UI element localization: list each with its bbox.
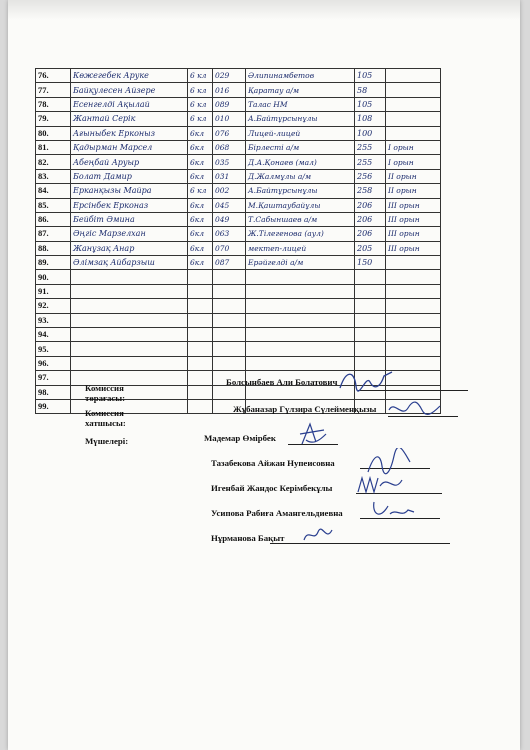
row-name-cell: Әлімзақ Айбарзыш bbox=[71, 256, 188, 270]
row-place-cell: III орын bbox=[386, 227, 441, 241]
scan-top-edge bbox=[8, 0, 520, 20]
row-school-cell: Т.Сабыншаев а/м bbox=[246, 212, 355, 226]
row-name-cell: Байқулесен Айзере bbox=[71, 83, 188, 97]
row-grade-cell bbox=[188, 299, 213, 313]
row-code-cell: 045 bbox=[213, 198, 246, 212]
row-score-cell bbox=[355, 342, 386, 356]
row-name-cell bbox=[71, 356, 188, 370]
row-score-cell: 255 bbox=[355, 155, 386, 169]
table-row bbox=[36, 313, 441, 327]
row-num-cell: 94. bbox=[36, 328, 71, 342]
row-place-cell bbox=[386, 284, 441, 298]
row-code-cell bbox=[213, 385, 246, 399]
table-row bbox=[36, 69, 441, 83]
member-signature-4 bbox=[368, 496, 416, 522]
row-place-cell bbox=[386, 270, 441, 284]
member-signature-1 bbox=[296, 420, 330, 448]
row-num-cell: 98. bbox=[36, 385, 71, 399]
row-num-cell: 91. bbox=[36, 284, 71, 298]
row-grade-cell: 6кл bbox=[188, 212, 213, 226]
row-name-cell: Қадырман Марсел bbox=[71, 140, 188, 154]
row-grade-cell: 6 кл bbox=[188, 184, 213, 198]
row-score-cell bbox=[355, 313, 386, 327]
chair-role-label: Комиссия төрағасы: bbox=[85, 383, 126, 403]
row-grade-cell: 6 кл bbox=[188, 69, 213, 83]
row-name-cell bbox=[71, 299, 188, 313]
row-grade-cell bbox=[188, 385, 213, 399]
row-place-cell: III орын bbox=[386, 241, 441, 255]
document-page bbox=[8, 0, 520, 750]
row-name-cell: Ағыныбек Ерконыз bbox=[71, 126, 188, 140]
table-row bbox=[36, 155, 441, 169]
row-num-cell: 93. bbox=[36, 313, 71, 327]
row-code-cell bbox=[213, 342, 246, 356]
row-code-cell bbox=[213, 284, 246, 298]
row-school-cell: Талас НМ bbox=[246, 97, 355, 111]
row-num-cell: 89. bbox=[36, 256, 71, 270]
row-name-cell: Ерканқызы Майра bbox=[71, 184, 188, 198]
row-place-cell: III орын bbox=[386, 198, 441, 212]
row-num-cell: 83. bbox=[36, 169, 71, 183]
row-place-cell bbox=[386, 256, 441, 270]
table-row bbox=[36, 256, 441, 270]
row-school-cell bbox=[246, 299, 355, 313]
row-place-cell bbox=[386, 299, 441, 313]
table-row bbox=[36, 299, 441, 313]
row-num-cell: 88. bbox=[36, 241, 71, 255]
row-school-cell: Д.Жалмұлы а/м bbox=[246, 169, 355, 183]
row-grade-cell: 6 кл bbox=[188, 83, 213, 97]
members-role-label: Мүшелері: bbox=[85, 436, 129, 446]
row-place-cell: I орын bbox=[386, 155, 441, 169]
row-grade-cell bbox=[188, 284, 213, 298]
row-name-cell: Әңгіс Марзелхан bbox=[71, 227, 188, 241]
row-score-cell: 205 bbox=[355, 241, 386, 255]
results-table-body bbox=[36, 69, 441, 414]
row-code-cell: 035 bbox=[213, 155, 246, 169]
row-school-cell: Әлипинамбетов bbox=[246, 69, 355, 83]
row-school-cell: мектеп-лицей bbox=[246, 241, 355, 255]
row-grade-cell: 6кл bbox=[188, 241, 213, 255]
row-school-cell bbox=[246, 313, 355, 327]
row-num-cell: 85. bbox=[36, 198, 71, 212]
row-score-cell bbox=[355, 328, 386, 342]
row-grade-cell: 6кл bbox=[188, 227, 213, 241]
row-school-cell: А.Байтұрсынұлы bbox=[246, 184, 355, 198]
table-row bbox=[36, 342, 441, 356]
row-grade-cell: 6кл bbox=[188, 126, 213, 140]
row-name-cell: Есенгелді Ақылай bbox=[71, 97, 188, 111]
row-code-cell: 002 bbox=[213, 184, 246, 198]
table-row bbox=[36, 83, 441, 97]
row-code-cell bbox=[213, 299, 246, 313]
row-grade-cell bbox=[188, 270, 213, 284]
row-code-cell: 063 bbox=[213, 227, 246, 241]
row-num-cell: 87. bbox=[36, 227, 71, 241]
row-score-cell bbox=[355, 299, 386, 313]
row-score-cell: 255 bbox=[355, 140, 386, 154]
row-place-cell: II орын bbox=[386, 169, 441, 183]
row-grade-cell bbox=[188, 342, 213, 356]
row-school-cell: Д.А.Қонаев (мал) bbox=[246, 155, 355, 169]
row-school-cell bbox=[246, 284, 355, 298]
row-score-cell: 206 bbox=[355, 212, 386, 226]
row-grade-cell bbox=[188, 328, 213, 342]
row-score-cell: 105 bbox=[355, 97, 386, 111]
member-name-4: Усипова Рабиға Амангельдиевна bbox=[211, 508, 343, 518]
row-code-cell: 029 bbox=[213, 69, 246, 83]
row-school-cell: Қаратау а/м bbox=[246, 83, 355, 97]
row-num-cell: 79. bbox=[36, 112, 71, 126]
member-name-3: Игенбай Жандос Керімбекұлы bbox=[211, 483, 333, 493]
row-num-cell: 97. bbox=[36, 371, 71, 385]
row-grade-cell bbox=[188, 356, 213, 370]
row-grade-cell: 6кл bbox=[188, 169, 213, 183]
table-row bbox=[36, 198, 441, 212]
member-name-5: Нұрманова Бақыт bbox=[211, 533, 285, 543]
row-name-cell: Жанұзақ Анар bbox=[71, 241, 188, 255]
row-score-cell: 150 bbox=[355, 256, 386, 270]
row-place-cell bbox=[386, 69, 441, 83]
row-school-cell bbox=[246, 342, 355, 356]
row-num-cell: 86. bbox=[36, 212, 71, 226]
table-row bbox=[36, 241, 441, 255]
row-school-cell: А.Байтұрсынұлы bbox=[246, 112, 355, 126]
row-school-cell: Ерәйгелді а/м bbox=[246, 256, 355, 270]
row-score-cell: 206 bbox=[355, 198, 386, 212]
row-name-cell bbox=[71, 328, 188, 342]
row-num-cell: 92. bbox=[36, 299, 71, 313]
row-place-cell: II орын bbox=[386, 184, 441, 198]
row-score-cell bbox=[355, 270, 386, 284]
row-num-cell: 96. bbox=[36, 356, 71, 370]
row-place-cell bbox=[386, 313, 441, 327]
row-code-cell bbox=[213, 313, 246, 327]
row-code-cell: 010 bbox=[213, 112, 246, 126]
row-score-cell: 105 bbox=[355, 69, 386, 83]
row-score-cell: 206 bbox=[355, 227, 386, 241]
row-grade-cell bbox=[188, 399, 213, 413]
row-name-cell: Жантай Серік bbox=[71, 112, 188, 126]
secretary-signature bbox=[386, 398, 444, 420]
row-num-cell: 77. bbox=[36, 83, 71, 97]
row-place-cell bbox=[386, 97, 441, 111]
row-name-cell bbox=[71, 313, 188, 327]
secretary-role-label: Комиссия хатшысы: bbox=[85, 408, 126, 428]
row-school-cell: М.Қаштаубайұлы bbox=[246, 198, 355, 212]
row-code-cell: 070 bbox=[213, 241, 246, 255]
row-place-cell: I орын bbox=[386, 140, 441, 154]
row-school-cell bbox=[246, 270, 355, 284]
table-row bbox=[36, 270, 441, 284]
row-num-cell: 82. bbox=[36, 155, 71, 169]
member-signature-line-5 bbox=[270, 543, 450, 544]
row-score-cell: 58 bbox=[355, 83, 386, 97]
row-grade-cell: 6 кл bbox=[188, 97, 213, 111]
table-row bbox=[36, 112, 441, 126]
row-name-cell: Ерсінбек Ерконаз bbox=[71, 198, 188, 212]
row-num-cell: 90. bbox=[36, 270, 71, 284]
row-num-cell: 95. bbox=[36, 342, 71, 356]
row-num-cell: 80. bbox=[36, 126, 71, 140]
row-num-cell: 99. bbox=[36, 399, 71, 413]
row-num-cell: 76. bbox=[36, 69, 71, 83]
chair-name: Болсынбаев Али Болатович bbox=[226, 377, 338, 387]
member-name-2: Тазабекова Айжан Нупеисовна bbox=[211, 458, 335, 468]
row-code-cell: 076 bbox=[213, 126, 246, 140]
secretary-name: Жұбаназар Гүлзира Сүлейменқызы bbox=[233, 404, 377, 414]
row-place-cell bbox=[386, 83, 441, 97]
row-code-cell: 087 bbox=[213, 256, 246, 270]
results-table bbox=[35, 68, 441, 414]
table-row bbox=[36, 97, 441, 111]
row-score-cell: 258 bbox=[355, 184, 386, 198]
row-num-cell: 84. bbox=[36, 184, 71, 198]
row-grade-cell: 6кл bbox=[188, 155, 213, 169]
table-row bbox=[36, 126, 441, 140]
row-school-cell bbox=[246, 328, 355, 342]
table-row bbox=[36, 184, 441, 198]
row-code-cell: 089 bbox=[213, 97, 246, 111]
member-name-1: Мадемар Өмірбек bbox=[204, 433, 276, 443]
row-school-cell: Бірлесті а/м bbox=[246, 140, 355, 154]
row-grade-cell: 6кл bbox=[188, 256, 213, 270]
row-score-cell: 108 bbox=[355, 112, 386, 126]
row-school-cell: Ж.Тілегенова (аул) bbox=[246, 227, 355, 241]
row-score-cell: 256 bbox=[355, 169, 386, 183]
member-signature-5 bbox=[300, 524, 336, 546]
table-row bbox=[36, 328, 441, 342]
row-grade-cell: 6кл bbox=[188, 198, 213, 212]
row-name-cell: Бейбіт Әмина bbox=[71, 212, 188, 226]
row-name-cell: Көжегебек Аруке bbox=[71, 69, 188, 83]
row-place-cell: III орын bbox=[386, 212, 441, 226]
row-code-cell bbox=[213, 356, 246, 370]
row-code-cell: 068 bbox=[213, 140, 246, 154]
row-place-cell bbox=[386, 342, 441, 356]
row-grade-cell: 6кл bbox=[188, 140, 213, 154]
row-place-cell bbox=[386, 126, 441, 140]
row-num-cell: 78. bbox=[36, 97, 71, 111]
row-score-cell bbox=[355, 284, 386, 298]
table-row bbox=[36, 140, 441, 154]
row-code-cell: 049 bbox=[213, 212, 246, 226]
row-num-cell: 81. bbox=[36, 140, 71, 154]
row-grade-cell bbox=[188, 371, 213, 385]
table-row bbox=[36, 212, 441, 226]
row-code-cell bbox=[213, 270, 246, 284]
row-code-cell: 016 bbox=[213, 83, 246, 97]
table-row bbox=[36, 284, 441, 298]
row-name-cell bbox=[71, 284, 188, 298]
row-place-cell bbox=[386, 112, 441, 126]
table-row bbox=[36, 227, 441, 241]
table-row bbox=[36, 169, 441, 183]
row-name-cell bbox=[71, 342, 188, 356]
row-name-cell bbox=[71, 270, 188, 284]
row-name-cell: Абеңбай Аруыр bbox=[71, 155, 188, 169]
row-name-cell: Болат Дамир bbox=[71, 169, 188, 183]
row-code-cell bbox=[213, 328, 246, 342]
row-grade-cell: 6 кл bbox=[188, 112, 213, 126]
row-place-cell bbox=[386, 328, 441, 342]
row-school-cell: Лицей-лицей bbox=[246, 126, 355, 140]
chair-signature bbox=[336, 368, 396, 394]
row-code-cell: 031 bbox=[213, 169, 246, 183]
row-score-cell: 100 bbox=[355, 126, 386, 140]
member-signature-3 bbox=[354, 472, 404, 498]
row-grade-cell bbox=[188, 313, 213, 327]
